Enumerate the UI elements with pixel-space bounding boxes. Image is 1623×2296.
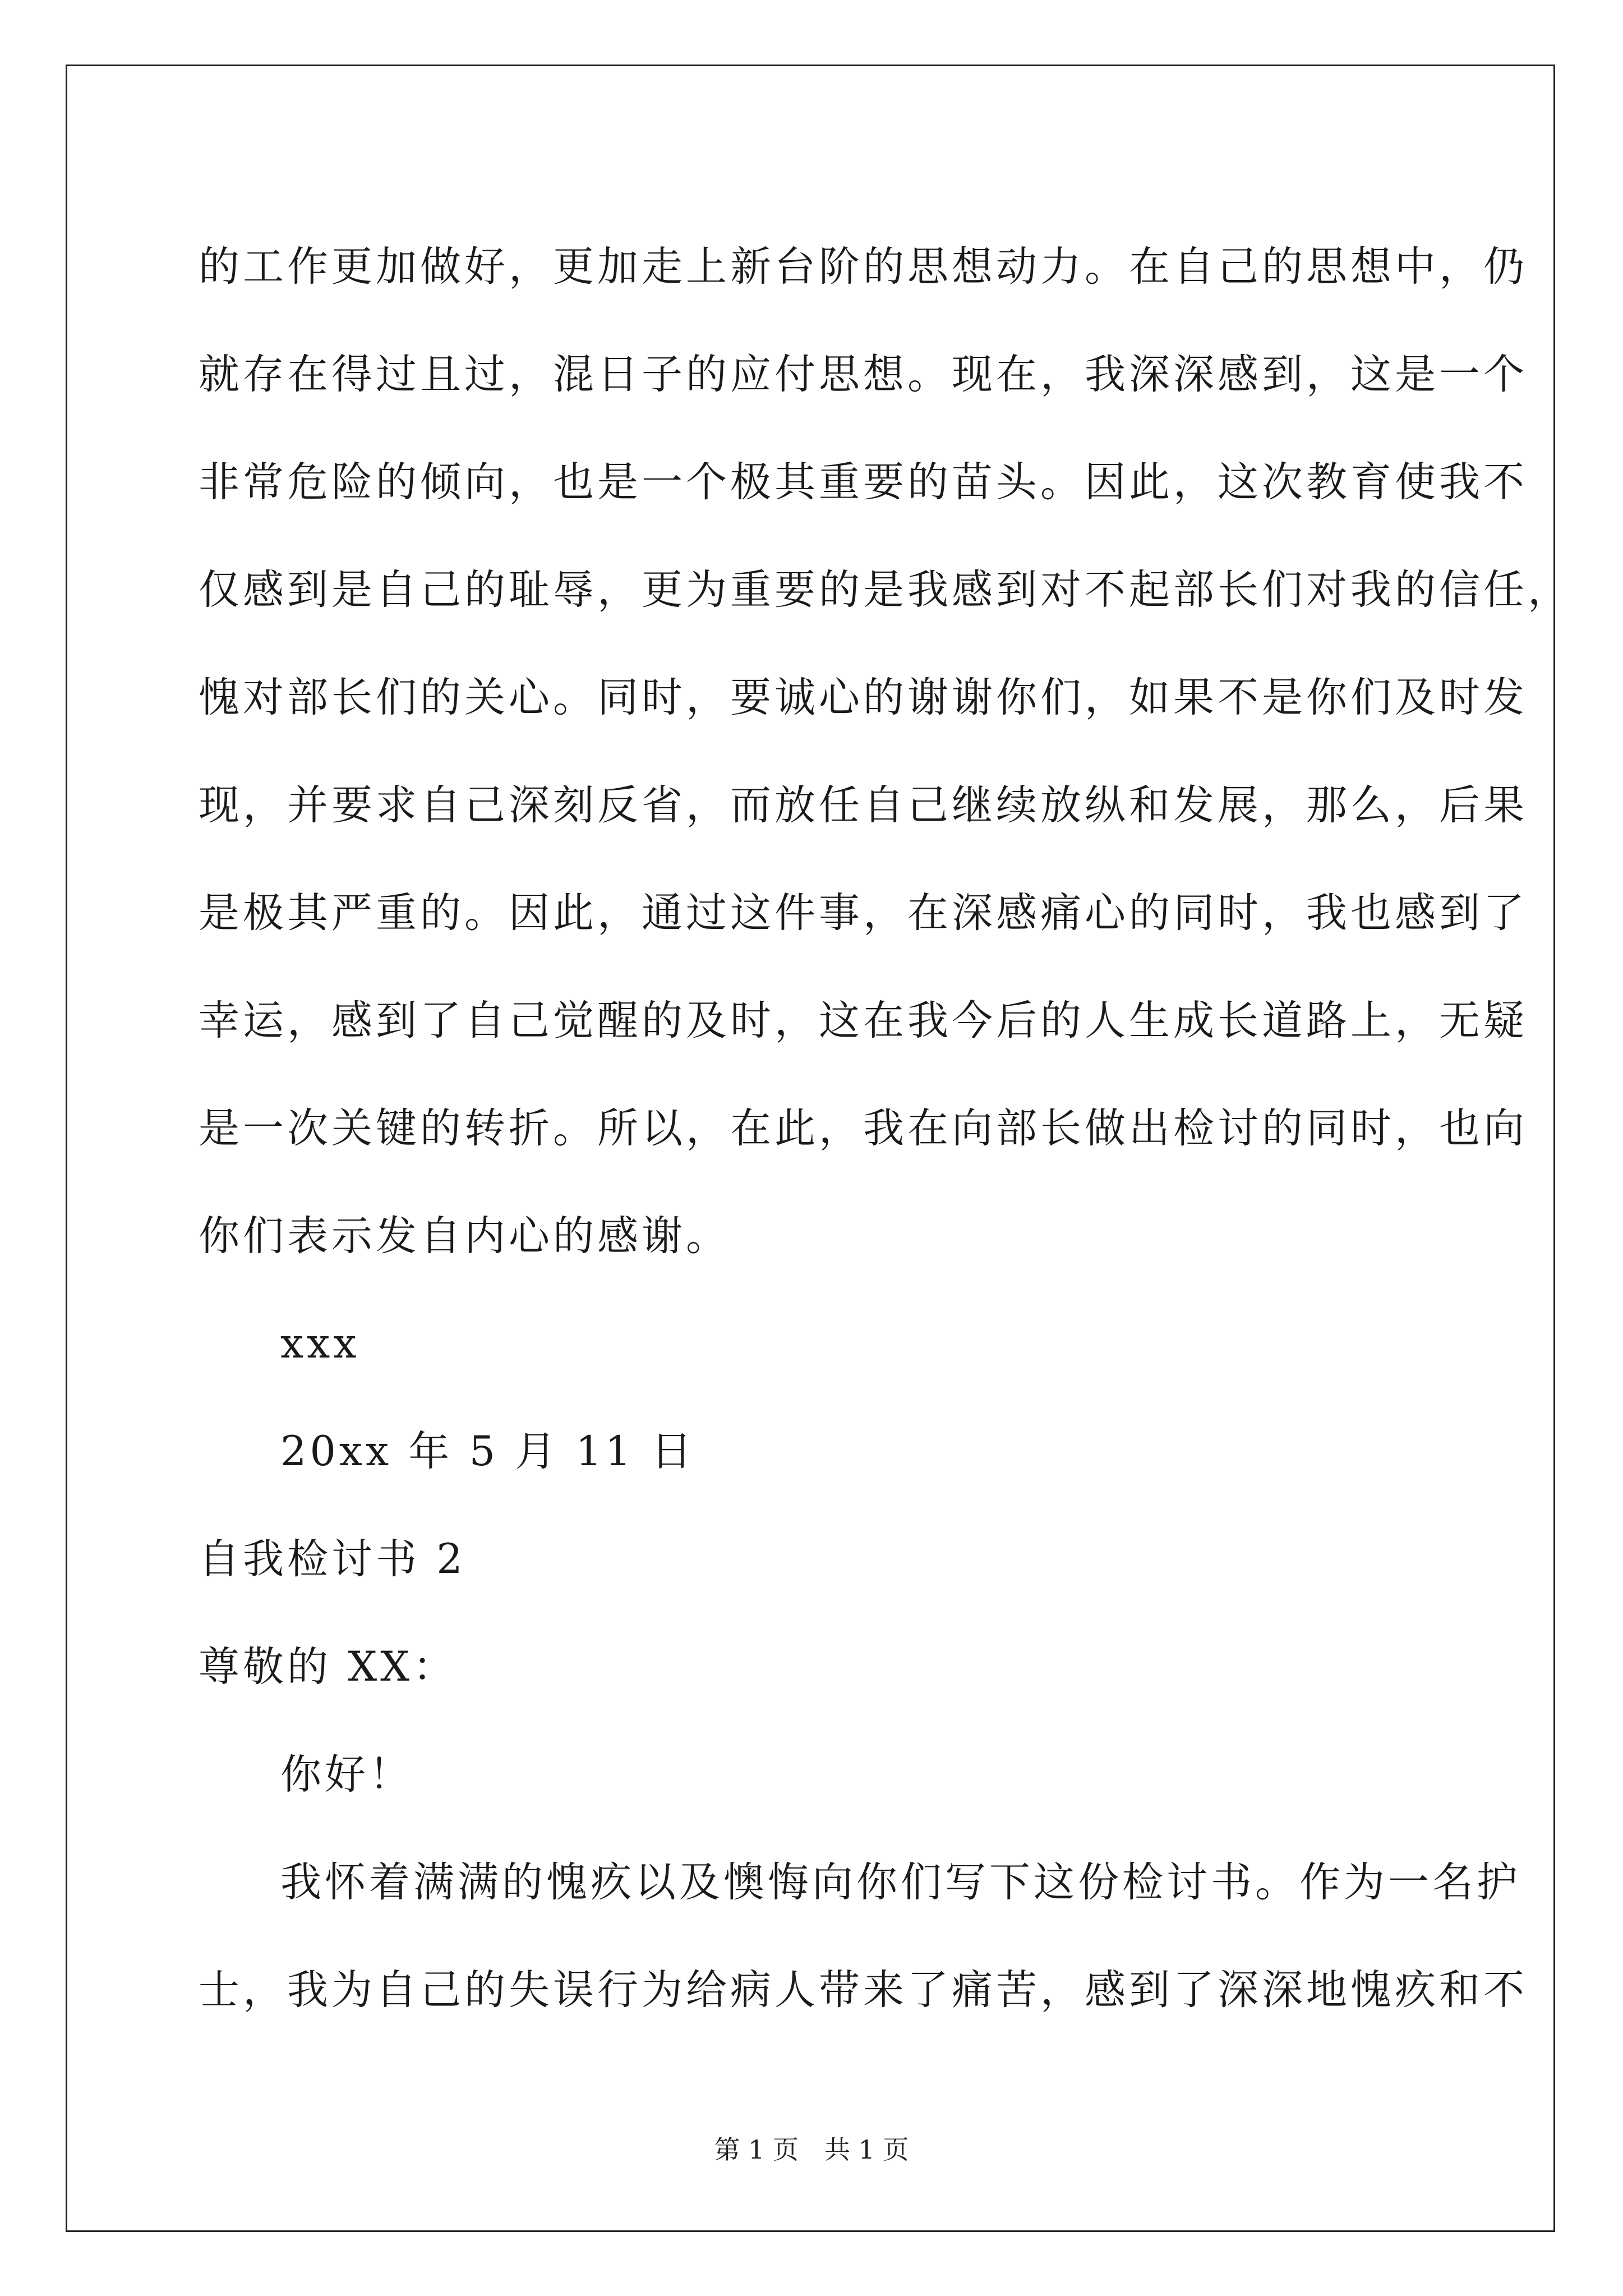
- body-line-1: 的工作更加做好，更加走上新台阶的思想动力。在自己的思想中，仍: [199, 243, 1528, 291]
- signature: xxx: [280, 1320, 360, 1368]
- date: 20xx 年 5 月 11 日: [280, 1428, 695, 1475]
- body-line-8: 幸运，感到了自己觉醒的及时，这在我今后的人生成长道路上，无疑: [199, 997, 1528, 1045]
- greeting: 你好！: [280, 1751, 413, 1798]
- body-line-2: 就存在得过且过，混日子的应付思想。现在，我深深感到，这是一个: [199, 351, 1528, 398]
- page-footer: 第 1 页 共 1 页: [714, 2134, 909, 2165]
- document-body: [199, 213, 1572, 2044]
- body-line-4: 仅感到是自己的耻辱，更为重要的是我感到对不起部长们对我的信任，: [199, 566, 1572, 614]
- salutation: 尊敬的 XX：: [199, 1643, 458, 1691]
- paragraph2-line-1: 我怀着满满的愧疚以及懊悔向你们写下这份检讨书。作为一名护: [280, 1858, 1521, 1906]
- body-line-10: 你们表示发自内心的感谢。: [199, 1212, 730, 1260]
- body-line-3: 非常危险的倾向，也是一个极其重要的苗头。因此，这次教育使我不: [199, 458, 1528, 506]
- section-title: 自我检讨书 2: [199, 1535, 466, 1583]
- body-line-5: 愧对部长们的关心。同时，要诚心的谢谢你们，如果不是你们及时发: [199, 674, 1528, 721]
- body-line-9: 是一次关键的转折。所以，在此，我在向部长做出检讨的同时，也向: [199, 1105, 1528, 1152]
- body-line-6: 现，并要求自己深刻反省，而放任自己继续放纵和发展，那么，后果: [199, 781, 1528, 829]
- paragraph2-line-2: 士，我为自己的失误行为给病人带来了痛苦，感到了深深地愧疚和不: [199, 1966, 1528, 2014]
- body-line-7: 是极其严重的。因此，通过这件事，在深感痛心的同时，我也感到了: [199, 889, 1528, 937]
